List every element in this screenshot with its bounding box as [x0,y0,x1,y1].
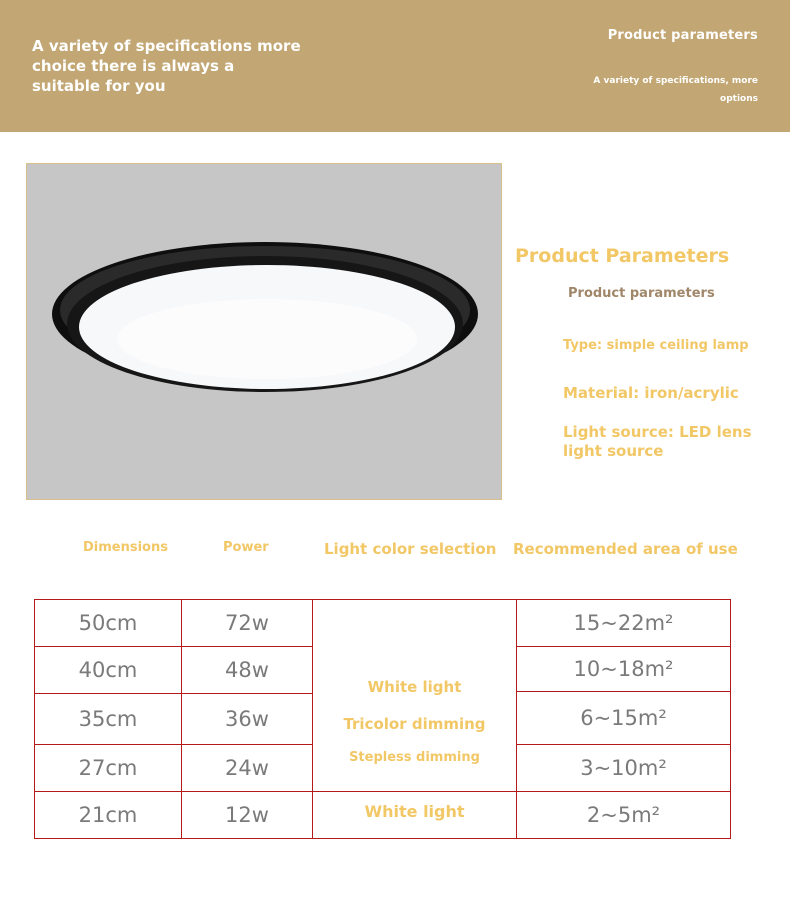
banner-subtitle: A variety of specifications, more options [593,76,758,104]
column-header-area: Recommended area of use [513,540,738,558]
spec-light-source: Light source: LED lens light source [563,423,752,460]
spec-material: Material: iron/acrylic [563,384,739,402]
light-option-stepless: Stepless dimming [349,750,480,765]
table-cell-power: 24w [181,744,313,792]
product-photo [26,163,502,500]
light-option-white: White light [367,678,462,696]
table-cell-power: 72w [181,599,313,647]
table-cell-area: 15~22m² [516,599,731,647]
table-cell-dimension: 27cm [34,744,182,792]
params-title: Product Parameters [515,245,730,267]
light-option-tricolor: Tricolor dimming [343,715,486,733]
light-color-merged-cell [312,599,517,792]
spec-type: Type: simple ceiling lamp [563,338,749,353]
table-cell-power: 12w [181,791,313,839]
column-header-light-color: Light color selection [324,540,497,558]
table-cell-dimension: 21cm [34,791,182,839]
table-cell-power: 48w [181,646,313,694]
banner-tagline: A variety of specifications more choice there is always a suitable for you [32,37,301,95]
params-subtitle: Product parameters [568,286,715,301]
table-cell-area: 2~5m² [516,791,731,839]
table-cell-area: 6~15m² [516,691,731,745]
table-cell-power: 36w [181,693,313,745]
table-cell-dimension: 40cm [34,646,182,694]
header-banner [0,0,790,132]
column-header-dimensions: Dimensions [83,540,168,555]
table-cell-dimension: 35cm [34,693,182,745]
banner-title: Product parameters [607,28,758,43]
light-option-white: White light [364,802,465,821]
column-header-power: Power [223,540,269,555]
table-cell-area: 10~18m² [516,646,731,692]
table-cell-area: 3~10m² [516,744,731,792]
spec-table [34,599,731,839]
table-cell-dimension: 50cm [34,599,182,647]
light-color-cell-small [312,791,517,839]
ceiling-lamp-illustration [27,164,502,500]
